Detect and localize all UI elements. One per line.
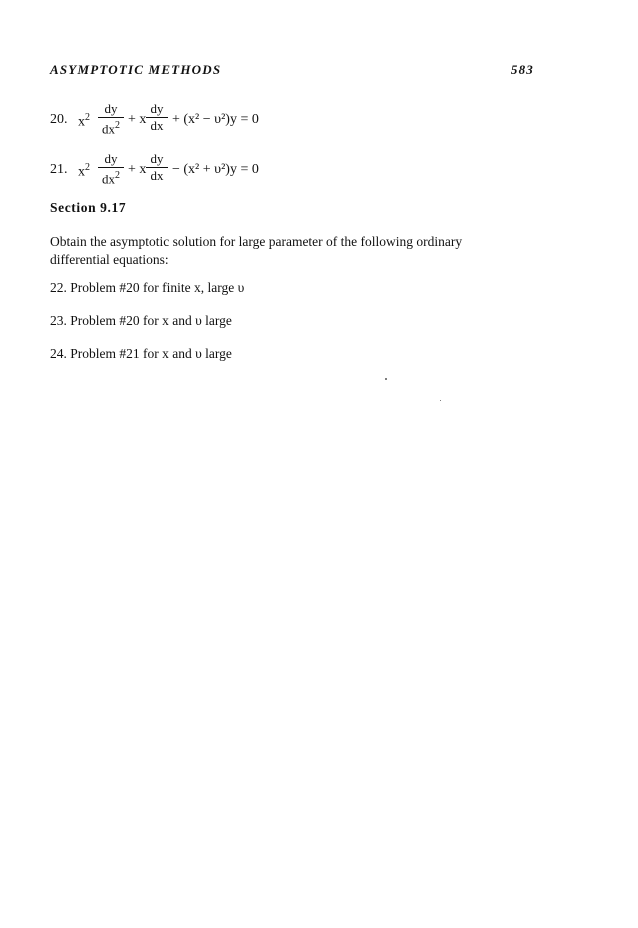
instructions-paragraph: Obtain the asymptotic solution for large parameter of the following ordinary differential equations: (50, 234, 463, 267)
first-derivative-fraction (146, 152, 168, 183)
chapter-title: ASYMPTOTIC METHODS (50, 62, 222, 77)
equation-plus-x: + x (128, 112, 147, 127)
fraction-denominator: $dx^2$ (102, 120, 120, 137)
fraction-numerator: dy (150, 101, 164, 116)
fraction-denominator: dx (150, 118, 164, 133)
section-heading: Section 9.17 (50, 200, 127, 215)
equation-20 (50, 100, 350, 140)
fraction-numerator: dy (150, 151, 164, 166)
problem-23: 23. Problem #20 for x and υ large (50, 313, 232, 328)
problem-24: 24. Problem #21 for x and υ large (50, 346, 232, 361)
equation-remainder: + (x² − υ²)y = 0 (172, 112, 259, 127)
fraction-denominator: $dx^2$ (102, 170, 120, 187)
scan-speck (440, 400, 441, 401)
equation-term-x: $x^2$ (78, 162, 90, 180)
fraction-numerator: dy (104, 101, 118, 116)
equation-number: 21. (50, 162, 68, 177)
fraction-bar (98, 117, 124, 118)
fraction-denominator: dx (150, 168, 164, 183)
scan-speck (385, 378, 387, 380)
equation-number: 20. (50, 112, 68, 127)
equation-remainder: − (x² + υ²)y = 0 (172, 162, 259, 177)
equation-plus-x: + x (128, 162, 147, 177)
equation-term-x: $x^2$ (78, 112, 90, 130)
second-derivative-fraction (98, 152, 124, 186)
problem-22: 22. Problem #20 for finite x, large υ (50, 280, 245, 295)
fraction-bar (98, 167, 124, 168)
first-derivative-fraction (146, 102, 168, 133)
second-derivative-fraction (98, 102, 124, 136)
fraction-numerator: dy (104, 151, 118, 166)
equation-21 (50, 150, 350, 190)
page-number: 583 (510, 62, 534, 77)
